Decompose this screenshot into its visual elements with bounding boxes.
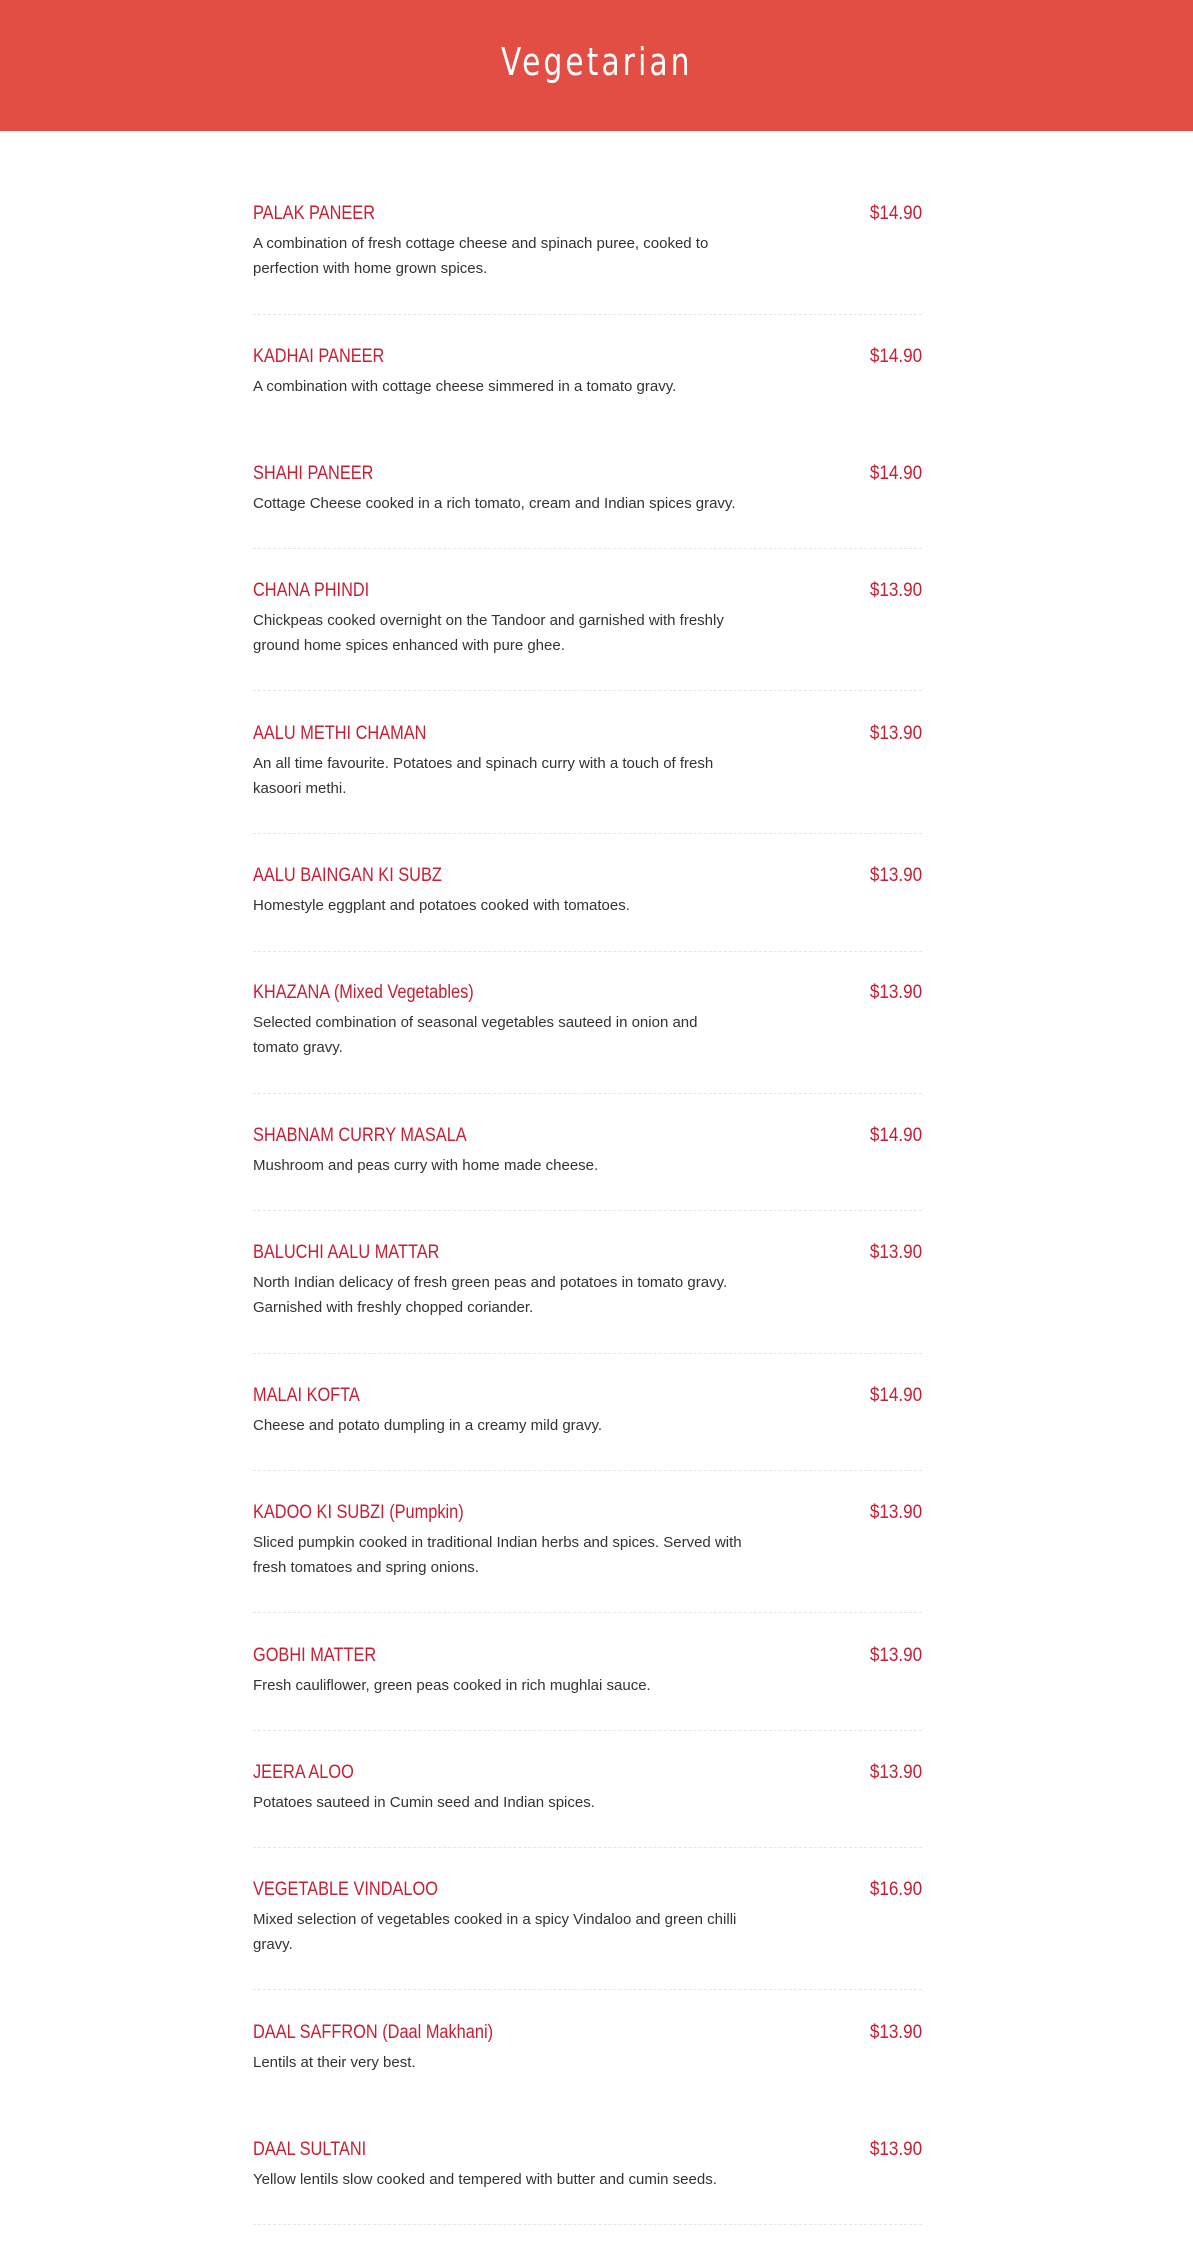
- menu-item-name: DAAL SAFFRON (Daal Makhani): [253, 2022, 494, 2043]
- menu-item-price: $13.90: [869, 1502, 922, 1523]
- menu-item-description: Mushroom and peas curry with home made cheese.: [253, 1157, 599, 1174]
- menu-divider: [253, 1612, 922, 1613]
- menu-item-name: JEERA ALOO: [253, 1762, 354, 1783]
- menu-item-description: North Indian delicacy of fresh green peas and potatoes in tomato gravy. Garnished with freshly chopped coriander.: [253, 1274, 728, 1316]
- menu-item-name: PALAK PANEER: [253, 203, 375, 224]
- menu-item-description: Mixed selection of vegetables cooked in a spicy Vindaloo and green chilli gravy.: [253, 1911, 737, 1953]
- menu-item-name: GOBHI MATTER: [253, 1645, 377, 1666]
- menu-item-name: AALU METHI CHAMAN: [253, 723, 427, 744]
- menu-item-name: KADHAI PANEER: [253, 346, 385, 367]
- menu-item-description: Fresh cauliflower, green peas cooked in rich mughlai sauce.: [253, 1677, 651, 1694]
- menu-divider: [253, 314, 922, 315]
- menu-item-price: $13.90: [869, 1242, 922, 1263]
- page-header-banner: [0, 0, 1193, 131]
- menu-divider: [253, 1470, 922, 1471]
- menu-item-price: $13.90: [869, 2022, 922, 2043]
- menu-item-description: A combination with cottage cheese simmered in a tomato gravy.: [253, 378, 677, 395]
- menu-item-description: Chickpeas cooked overnight on the Tandoor and garnished with freshly ground home spices enhanced with pure ghee.: [253, 612, 724, 654]
- menu-item-price: $13.90: [869, 723, 922, 744]
- menu-item-price: $13.90: [869, 580, 922, 601]
- menu-divider: [253, 1730, 922, 1731]
- menu-divider: [253, 833, 922, 834]
- menu-item-price: $13.90: [869, 1762, 922, 1783]
- menu-divider: [253, 1210, 922, 1211]
- menu-item-name: MALAI KOFTA: [253, 1385, 360, 1406]
- menu-item-price: $14.90: [869, 203, 922, 224]
- menu-divider: [253, 1989, 922, 1990]
- menu-divider: [253, 690, 922, 691]
- menu-divider: [253, 2224, 922, 2225]
- menu-divider: [253, 1847, 922, 1848]
- menu-item-name: KHAZANA (Mixed Vegetables): [253, 982, 474, 1003]
- menu-item-description: Potatoes sauteed in Cumin seed and Indian spices.: [253, 1794, 595, 1811]
- menu-divider: [253, 1093, 922, 1094]
- menu-item-name: SHABNAM CURRY MASALA: [253, 1125, 467, 1146]
- menu-item-price: $16.90: [869, 1879, 922, 1900]
- menu-item-price: $13.90: [869, 2139, 922, 2160]
- menu-item-price: $13.90: [869, 865, 922, 886]
- menu-item-name: AALU BAINGAN KI SUBZ: [253, 865, 442, 886]
- menu-item-description: Homestyle eggplant and potatoes cooked with tomatoes.: [253, 897, 630, 914]
- menu-item-description: Sliced pumpkin cooked in traditional Indian herbs and spices. Served with fresh tomatoes and spring onions.: [253, 1534, 742, 1576]
- menu-item-price: $14.90: [869, 1385, 922, 1406]
- menu-item-name: VEGETABLE VINDALOO: [253, 1879, 438, 1900]
- menu-item-description: A combination of fresh cottage cheese and spinach puree, cooked to perfection with home grown spices.: [253, 235, 709, 277]
- menu-item-price: $13.90: [869, 982, 922, 1003]
- menu-item-description: Lentils at their very best.: [253, 2054, 416, 2071]
- menu-item-name: DAAL SULTANI: [253, 2139, 367, 2160]
- menu-item-name: BALUCHI AALU MATTAR: [253, 1242, 440, 1263]
- menu-item-description: Cheese and potato dumpling in a creamy mild gravy.: [253, 1417, 603, 1434]
- menu-item-name: CHANA PHINDI: [253, 580, 370, 601]
- menu-item-description: Selected combination of seasonal vegetables sauteed in onion and tomato gravy.: [253, 1014, 698, 1056]
- menu-item-price: $14.90: [869, 1125, 922, 1146]
- menu-item-price: $13.90: [869, 1645, 922, 1666]
- menu-item-description: Yellow lentils slow cooked and tempered with butter and cumin seeds.: [253, 2171, 717, 2188]
- menu-divider: [253, 1353, 922, 1354]
- menu-item-name: SHAHI PANEER: [253, 463, 374, 484]
- menu-divider: [253, 548, 922, 549]
- menu-divider: [253, 951, 922, 952]
- menu-item-description: Cottage Cheese cooked in a rich tomato, cream and Indian spices gravy.: [253, 495, 736, 512]
- menu-item-price: $14.90: [869, 463, 922, 484]
- page-title: Vegetarian: [500, 39, 693, 84]
- menu-item-description: An all time favourite. Potatoes and spinach curry with a touch of fresh kasoori methi.: [253, 755, 714, 797]
- menu-item-name: KADOO KI SUBZI (Pumpkin): [253, 1502, 464, 1523]
- menu-item-price: $14.90: [869, 346, 922, 367]
